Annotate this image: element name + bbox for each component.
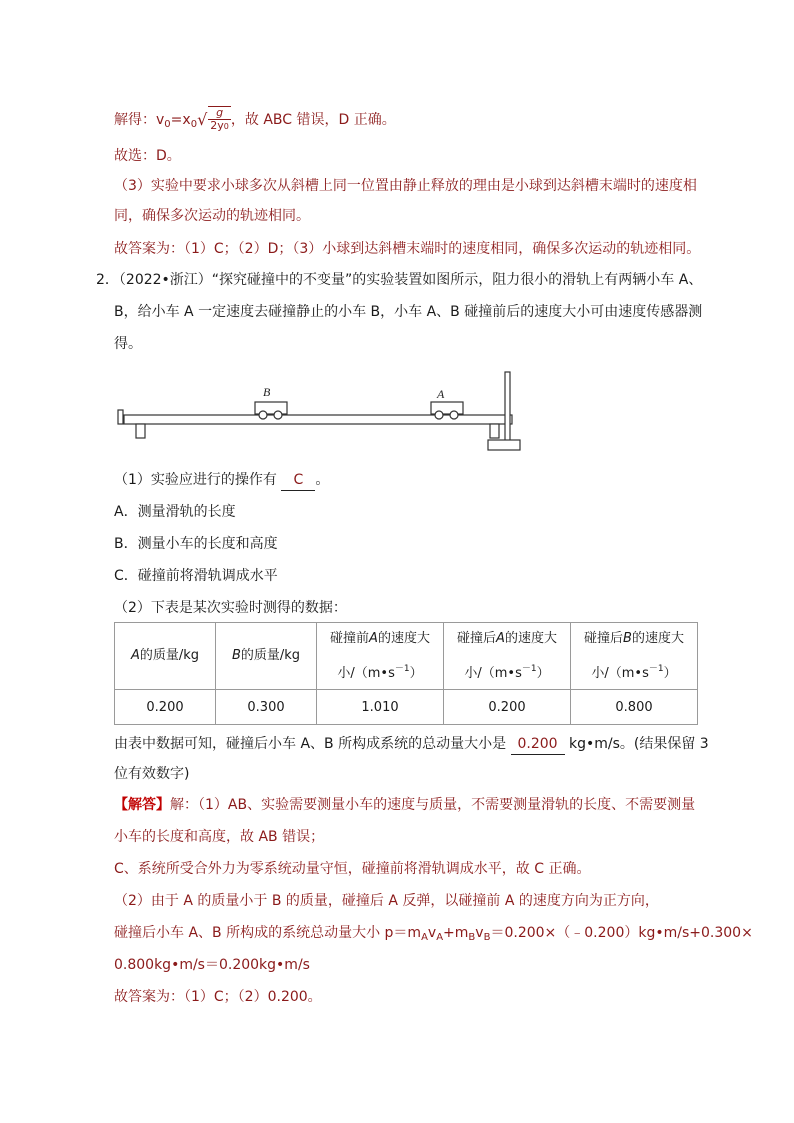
part3-line-2: 同，确保多次运动的轨迹相同。	[114, 208, 310, 224]
header-text: 的速度大	[631, 630, 684, 646]
table-cell: 0.800	[571, 690, 698, 725]
solve-text: ，故 ABC 错误，D 正确。	[230, 112, 396, 128]
header-text: 小/（m•s	[337, 665, 395, 681]
analysis-line-1	[114, 795, 695, 815]
solve-text: =x	[170, 112, 191, 128]
table-header-cell	[317, 623, 444, 690]
solve-text: 解得：v	[114, 112, 165, 128]
table-cell: 0.200	[115, 690, 216, 725]
apparatus-diagram	[110, 368, 530, 458]
header-text: 小/（m•s	[464, 665, 522, 681]
analysis-text: ＝0.200×（﹣0.200）kg•m/s+0.300×	[490, 925, 753, 941]
header-text: 小/（m•s	[591, 665, 649, 681]
header-text: ）	[536, 665, 550, 681]
header-var: A	[496, 630, 505, 646]
header-var: B	[231, 648, 241, 663]
table-header-cell	[115, 623, 216, 690]
result-suffix: kg•m/s。(结果保留 3	[569, 736, 709, 752]
header-text: 的速度大	[504, 630, 557, 646]
header-var: A	[130, 648, 140, 663]
right-base	[488, 440, 520, 450]
subscript: 0	[190, 119, 198, 130]
result-answer: 0.200	[511, 734, 565, 755]
subscript: A	[436, 932, 444, 943]
part3-line-1: （3）实验中要求小球多次从斜槽上同一位置由静止释放的理由是小球到达斜槽末端时的速度相	[114, 178, 697, 194]
fraction-den-text: 2y	[210, 119, 224, 132]
subscript: 0	[164, 119, 171, 130]
subscript: A	[421, 932, 428, 943]
analysis-text: 解：（1）AB、实验需要测量小车的速度与质量，不需要测量滑轨的长度、不需要测量	[170, 797, 696, 813]
header-text: 碰撞前	[330, 630, 370, 646]
result-prefix: 由表中数据可知，碰撞后小车 A、B 所构成系统的总动量大小是	[114, 736, 507, 752]
subscript: B	[483, 932, 491, 943]
unit-superscript: －1	[648, 663, 664, 674]
analysis-text: v	[427, 925, 437, 941]
analysis-line-5	[114, 923, 753, 948]
left-end-stop	[118, 410, 123, 424]
left-support	[136, 424, 145, 438]
table-cell: 0.300	[216, 690, 317, 725]
header-var: B	[623, 630, 632, 646]
cart-a-wheel	[450, 411, 458, 419]
header-var: A	[369, 630, 378, 646]
analysis-line-6: 0.800kg•m/s＝0.200kg•m/s	[114, 957, 310, 973]
unit-superscript: －1	[521, 663, 537, 674]
table-header-cell	[571, 623, 698, 690]
header-text: ）	[663, 665, 677, 681]
analysis-tag: 【解答】	[114, 797, 170, 813]
fraction-denominator	[208, 120, 231, 133]
sqrt-radicand	[208, 106, 231, 133]
analysis-line-3: C、系统所受合外力为零系统动量守恒，碰撞前将滑轨调成水平，故 C 正确。	[114, 861, 591, 877]
sqrt-sign: √	[197, 110, 208, 129]
question-2-line-1: 2．（2022•浙江）“探究碰撞中的不变量”的实验装置如图所示，阻力很小的滑轨上有两辆小车 A、	[96, 272, 703, 288]
cart-b-wheel	[274, 411, 282, 419]
analysis-line-4: （2）由于 A 的质量小于 B 的质量，碰撞后 A 反弹，以碰撞前 A 的速度方向为正方向，	[114, 893, 659, 909]
question-2-line-2: B，给小车 A 一定速度去碰撞静止的小车 B，小车 A、B 碰撞前后的速度大小可由速度传感器测	[114, 304, 703, 320]
answer-line-1: 故答案为：（1）C；（2）D；（3）小球到达斜槽末端时的速度相同，确保多次运动的轨迹相同。	[114, 241, 701, 257]
table-header-cell	[216, 623, 317, 690]
option-c: C．碰撞前将滑轨调成水平	[114, 568, 278, 584]
question-2-line-3: 得。	[114, 336, 142, 352]
unit-superscript: －1	[394, 663, 410, 674]
subq2-intro: （2）下表是某次实验时测得的数据：	[114, 600, 347, 616]
result-line-1	[114, 734, 709, 755]
fraction	[208, 107, 231, 133]
right-support	[490, 424, 499, 438]
option-a: A．测量滑轨的长度	[114, 504, 236, 520]
cart-b-wheel	[259, 411, 267, 419]
analysis-text: v	[475, 925, 484, 941]
solve-line	[114, 106, 396, 130]
table-cell: 0.200	[444, 690, 571, 725]
header-text: 碰撞后	[457, 630, 497, 646]
header-text: 的质量/kg	[139, 648, 200, 663]
table-header-cell	[444, 623, 571, 690]
subq1-suffix: 。	[315, 472, 330, 488]
data-table	[114, 622, 698, 725]
header-text: 的质量/kg	[240, 648, 301, 663]
option-b: B．测量小车的长度和高度	[114, 536, 278, 552]
analysis-line-7: 故答案为：（1）C；（2）0.200。	[114, 989, 322, 1005]
cart-a-wheel	[435, 411, 443, 419]
right-post	[505, 372, 510, 442]
result-line-2: 位有效数字)	[114, 766, 190, 782]
table-header-row	[115, 623, 698, 690]
table-row	[115, 690, 698, 725]
subq1-line	[114, 470, 329, 491]
cart-a-label: A	[437, 387, 445, 401]
fraction-numerator: g	[208, 107, 231, 120]
subq1-answer: C	[281, 470, 315, 491]
cart-b-label: B	[263, 385, 271, 399]
table-cell: 1.010	[317, 690, 444, 725]
header-text: ）	[409, 665, 423, 681]
analysis-line-2: 小车的长度和高度，故 AB 错误；	[114, 829, 325, 845]
choose-line: 故选：D。	[114, 148, 181, 164]
analysis-text: 碰撞后小车 A、B 所构成的系统总动量大小 p＝m	[114, 925, 422, 941]
subscript: B	[468, 932, 476, 943]
subq1-prefix: （1）实验应进行的操作有	[114, 472, 277, 488]
header-text: 碰撞后	[584, 630, 624, 646]
header-text: 的速度大	[377, 630, 430, 646]
analysis-text: +m	[443, 925, 469, 941]
subscript: 0	[223, 122, 229, 131]
